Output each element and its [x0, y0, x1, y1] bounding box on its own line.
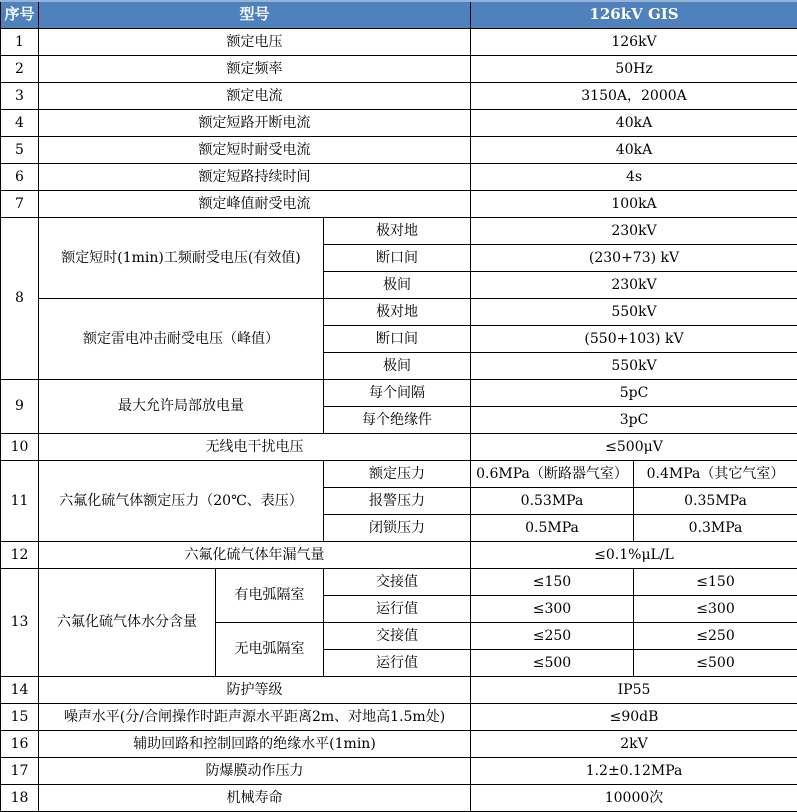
spec-label: 额定短时耐受电流: [39, 137, 471, 164]
table-row: [1, 110, 797, 137]
spec-label: 额定频率: [39, 56, 471, 83]
spec-value: 50Hz: [471, 56, 797, 83]
sub-label: 交接值: [324, 623, 471, 650]
row-number: 12: [1, 542, 39, 569]
spec-value: 5pC: [471, 380, 797, 407]
spec-label: 额定电流: [39, 83, 471, 110]
header-row: [1, 1, 797, 29]
table-row: [1, 83, 797, 110]
spec-label: 额定短路持续时间: [39, 164, 471, 191]
spec-value: 550kV: [471, 353, 797, 380]
row-number: 13: [1, 569, 39, 677]
spec-value: 0.35MPa: [634, 488, 797, 515]
table-row: [1, 56, 797, 83]
spec-value: ≤0.1%μL/L: [471, 542, 797, 569]
spec-value: ≤150: [634, 569, 797, 596]
spec-value: ≤500μV: [471, 434, 797, 461]
spec-value: 3150A，2000A: [471, 83, 797, 110]
sub-label: 断口间: [324, 326, 471, 353]
row-number: 11: [1, 461, 39, 542]
chamber-label: 无电弧隔室: [216, 623, 324, 677]
row-number: 16: [1, 731, 39, 758]
spec-value: ≤250: [634, 623, 797, 650]
spec-value: 126kV: [471, 29, 797, 56]
spec-value: 100kA: [471, 191, 797, 218]
sub-label: 每个绝缘件: [324, 407, 471, 434]
spec-value: 3pC: [471, 407, 797, 434]
table-row: [1, 677, 797, 704]
sub-label: 运行值: [324, 596, 471, 623]
spec-value: ≤250: [471, 623, 634, 650]
table-row: [1, 569, 797, 596]
table-row: [1, 542, 797, 569]
row-number: 6: [1, 164, 39, 191]
table-row: [1, 137, 797, 164]
table-row: [1, 218, 797, 245]
row-number: 3: [1, 83, 39, 110]
spec-value: (550+103) kV: [471, 326, 797, 353]
sub-label: 闭锁压力: [324, 515, 471, 542]
spec-label: 六氟化硫气体水分含量: [39, 569, 216, 677]
row-number: 14: [1, 677, 39, 704]
sub-label: 额定压力: [324, 461, 471, 488]
spec-value: (230+73) kV: [471, 245, 797, 272]
row-number: 8: [1, 218, 39, 380]
row-number: 17: [1, 758, 39, 785]
row-number: 10: [1, 434, 39, 461]
sub-label: 报警压力: [324, 488, 471, 515]
spec-value: 4s: [471, 164, 797, 191]
spec-value: 550kV: [471, 299, 797, 326]
spec-label: 额定电压: [39, 29, 471, 56]
header-value: 126kV GIS: [471, 1, 797, 29]
spec-value: ≤500: [471, 650, 634, 677]
spec-value: 0.53MPa: [471, 488, 634, 515]
spec-value: ≤150: [471, 569, 634, 596]
header-model: 型号: [39, 1, 471, 29]
sub-label: 每个间隔: [324, 380, 471, 407]
spec-value: ≤300: [634, 596, 797, 623]
spec-value: ≤500: [634, 650, 797, 677]
spec-label: 防爆膜动作压力: [39, 758, 471, 785]
row-number: 15: [1, 704, 39, 731]
spec-value: 0.5MPa: [471, 515, 634, 542]
header-seq: 序号: [1, 1, 39, 29]
spec-value: ≤300: [471, 596, 634, 623]
row-number: 7: [1, 191, 39, 218]
row-number: 9: [1, 380, 39, 434]
spec-value: 0.4MPa（其它气室）: [634, 461, 797, 488]
table-row: [1, 704, 797, 731]
spec-value: 40kA: [471, 110, 797, 137]
spec-label: 六氟化硫气体年漏气量: [39, 542, 471, 569]
spec-value: 0.6MPa（断路器气室）: [471, 461, 634, 488]
spec-value: 230kV: [471, 218, 797, 245]
sub-label: 断口间: [324, 245, 471, 272]
sub-label: 极间: [324, 353, 471, 380]
spec-label: 辅助回路和控制回路的绝缘水平(1min): [39, 731, 471, 758]
chamber-label: 有电弧隔室: [216, 569, 324, 623]
spec-value: 40kA: [471, 137, 797, 164]
sub-label: 极间: [324, 272, 471, 299]
spec-label: 额定峰值耐受电流: [39, 191, 471, 218]
table-row: [1, 731, 797, 758]
sub-label: 运行值: [324, 650, 471, 677]
table-row: [1, 758, 797, 785]
spec-label: 防护等级: [39, 677, 471, 704]
table-row: [1, 164, 797, 191]
spec-label: 六氟化硫气体额定压力（20℃、表压）: [39, 461, 324, 542]
spec-value: IP55: [471, 677, 797, 704]
table-row: [1, 434, 797, 461]
spec-value: 1.2±0.12MPa: [471, 758, 797, 785]
sub-label: 极对地: [324, 299, 471, 326]
row-number: 1: [1, 29, 39, 56]
spec-value: ≤90dB: [471, 704, 797, 731]
spec-label: 额定短路开断电流: [39, 110, 471, 137]
spec-value: 0.3MPa: [634, 515, 797, 542]
spec-value: 230kV: [471, 272, 797, 299]
row-number: 4: [1, 110, 39, 137]
spec-label: 最大允许局部放电量: [39, 380, 324, 434]
table-row: [1, 29, 797, 56]
spec-value: 2kV: [471, 731, 797, 758]
sub-label: 交接值: [324, 569, 471, 596]
spec-value: 10000次: [471, 785, 797, 812]
row-number: 18: [1, 785, 39, 812]
table-row: [1, 785, 797, 812]
table-row: [1, 191, 797, 218]
spec-label: 无线电干扰电压: [39, 434, 471, 461]
row-number: 5: [1, 137, 39, 164]
table-row: [1, 299, 797, 326]
spec-label: 机械寿命: [39, 785, 471, 812]
spec-label: 噪声水平(分/合闸操作时距声源水平距离2m、对地高1.5m处): [39, 704, 471, 731]
table-row: [1, 380, 797, 407]
sub-label: 极对地: [324, 218, 471, 245]
spec-label: 额定雷电冲击耐受电压（峰值）: [39, 299, 324, 380]
spec-label: 额定短时(1min)工频耐受电压(有效值): [39, 218, 324, 299]
table-row: [1, 461, 797, 488]
row-number: 2: [1, 56, 39, 83]
